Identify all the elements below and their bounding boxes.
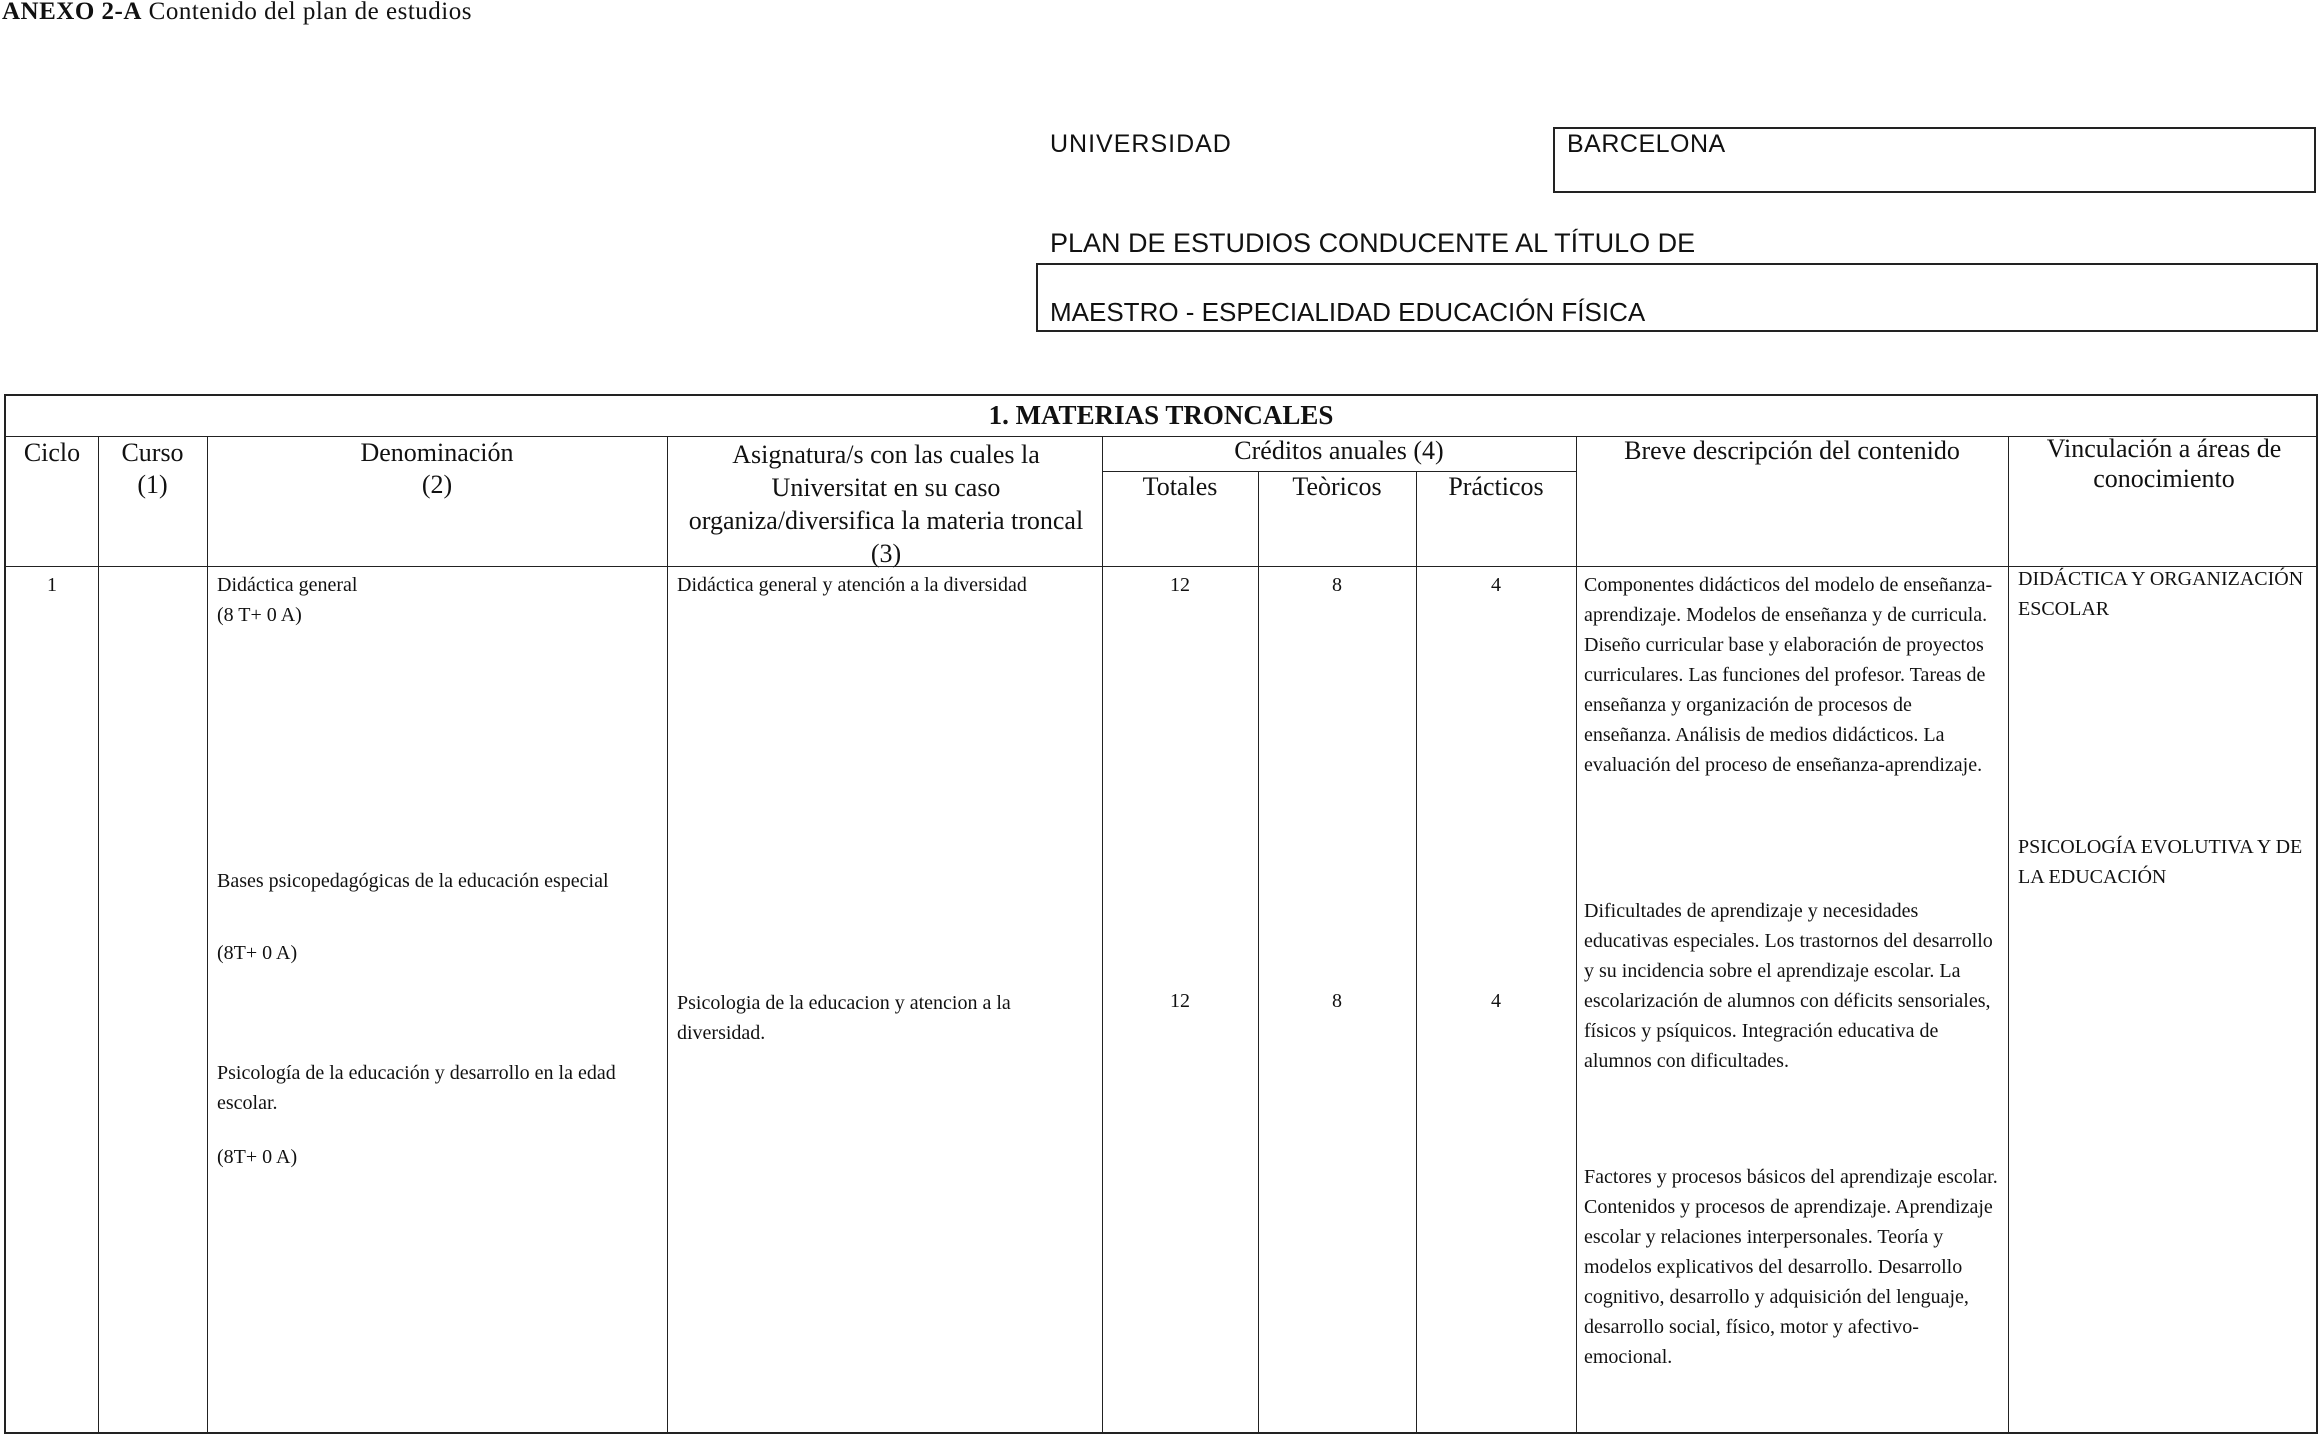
credits-teoricos: 8 xyxy=(1332,990,1342,1012)
vinculacion-item: DIDÁCTICA Y ORGANIZACIÓN ESCOLAR xyxy=(2018,568,2304,620)
plan-label: PLAN DE ESTUDIOS CONDUCENTE AL TÍTULO DE xyxy=(1050,228,1696,258)
denominacion-name: Bases psicopedagógicas de la educación especial xyxy=(217,870,609,892)
rule-below-headers xyxy=(6,566,2316,567)
section-title: 1. MATERIAS TRONCALES xyxy=(988,400,1334,430)
degree-title-box xyxy=(1036,263,2318,332)
annex-label: ANEXO 2-A xyxy=(2,0,142,25)
denominacion-credits: (8T+ 0 A) xyxy=(217,1146,298,1168)
descripcion-item: Componentes didácticos del modelo de enseñanza-aprendizaje. Modelos de enseñanza y de curricula. Diseño curricular base y elaboración de proyectos curriculares. Las funciones del profesor. Tareas de enseñanza y organización de procesos de enseñanza. Análisis de medios didácticos. La evaluación del proceso de enseñanza-aprendizaje. xyxy=(1584,574,1993,776)
col-divider xyxy=(2008,436,2009,1432)
credits-practicos: 4 xyxy=(1491,574,1501,596)
header-ciclo: Ciclo xyxy=(23,438,81,467)
denominacion-name: Psicología de la educación y desarrollo en la edad escolar. xyxy=(217,1062,616,1114)
header-teoricos: Teòricos xyxy=(1292,472,1382,501)
col-divider xyxy=(1416,471,1417,1432)
credits-totales: 12 xyxy=(1170,990,1190,1012)
university-label: UNIVERSIDAD xyxy=(1050,130,1232,158)
header-curso-note: (1) xyxy=(137,470,168,499)
header-denominacion: Denominación xyxy=(360,438,514,467)
descripcion-item: Factores y procesos básicos del aprendizaje escolar. Contenidos y procesos de aprendizaje. Aprendizaje escolar y relaciones interpersonales. Teoría y modelos explicativos del desarrollo. Desarrollo cognitivo, desarrollo y adquisición del lenguaje, desarrollo social, físico, motor y afectivo-emocional. xyxy=(1584,1166,1998,1368)
university-box xyxy=(1553,127,2316,193)
col-divider xyxy=(207,436,208,1432)
header-asignatura: Asignatura/s con las cuales la Universitat en su caso organiza/diversifica la materia troncal (3) xyxy=(688,440,1084,568)
header-totales: Totales xyxy=(1142,472,1218,501)
denominacion-name: Didáctica general xyxy=(217,574,358,596)
denominacion-credits: (8T+ 0 A) xyxy=(217,942,298,964)
header-practicos: Prácticos xyxy=(1448,472,1544,501)
annex-subtitle: Contenido del plan de estudios xyxy=(141,0,472,25)
col-divider xyxy=(98,436,99,1432)
col-divider xyxy=(1576,436,1577,1432)
cell-ciclo: 1 xyxy=(47,574,57,596)
denominacion-credits: (8 T+ 0 A) xyxy=(217,604,302,626)
degree-title: MAESTRO - ESPECIALIDAD EDUCACIÓN FÍSICA xyxy=(1050,297,1646,327)
asignatura-item: Didáctica general y atención a la diversidad xyxy=(677,574,1027,596)
credits-teoricos: 8 xyxy=(1332,574,1342,596)
subjects-table xyxy=(4,394,2318,1434)
descripcion-item: Dificultades de aprendizaje y necesidades educativas especiales. Los trastornos del desarrollo y su incidencia sobre el aprendizaje escolar. La escolarización de alumnos con déficits sensoriales, físicos y psíquicos. Integración educativa de alumnos con dificultades. xyxy=(1584,900,1993,1072)
annex-heading xyxy=(2,0,472,26)
header-curso: Curso xyxy=(121,438,184,467)
header-vinculacion: Vinculación a áreas de conocimiento xyxy=(2046,434,2282,493)
vinculacion-item: PSICOLOGÍA EVOLUTIVA Y DE LA EDUCACIÓN xyxy=(2018,836,2303,888)
col-divider xyxy=(1258,471,1259,1432)
header-denominacion-note: (2) xyxy=(421,470,453,499)
credits-practicos: 4 xyxy=(1491,990,1501,1012)
university-value: BARCELONA xyxy=(1567,130,1726,158)
header-descripcion: Breve descripción del contenido xyxy=(1624,436,1960,465)
header-creditos: Créditos anuales (4) xyxy=(1234,436,1444,465)
col-divider xyxy=(667,436,668,1432)
credits-totales: 12 xyxy=(1170,574,1190,596)
asignatura-item: Psicologia de la educacion y atencion a la diversidad. xyxy=(677,992,1011,1044)
